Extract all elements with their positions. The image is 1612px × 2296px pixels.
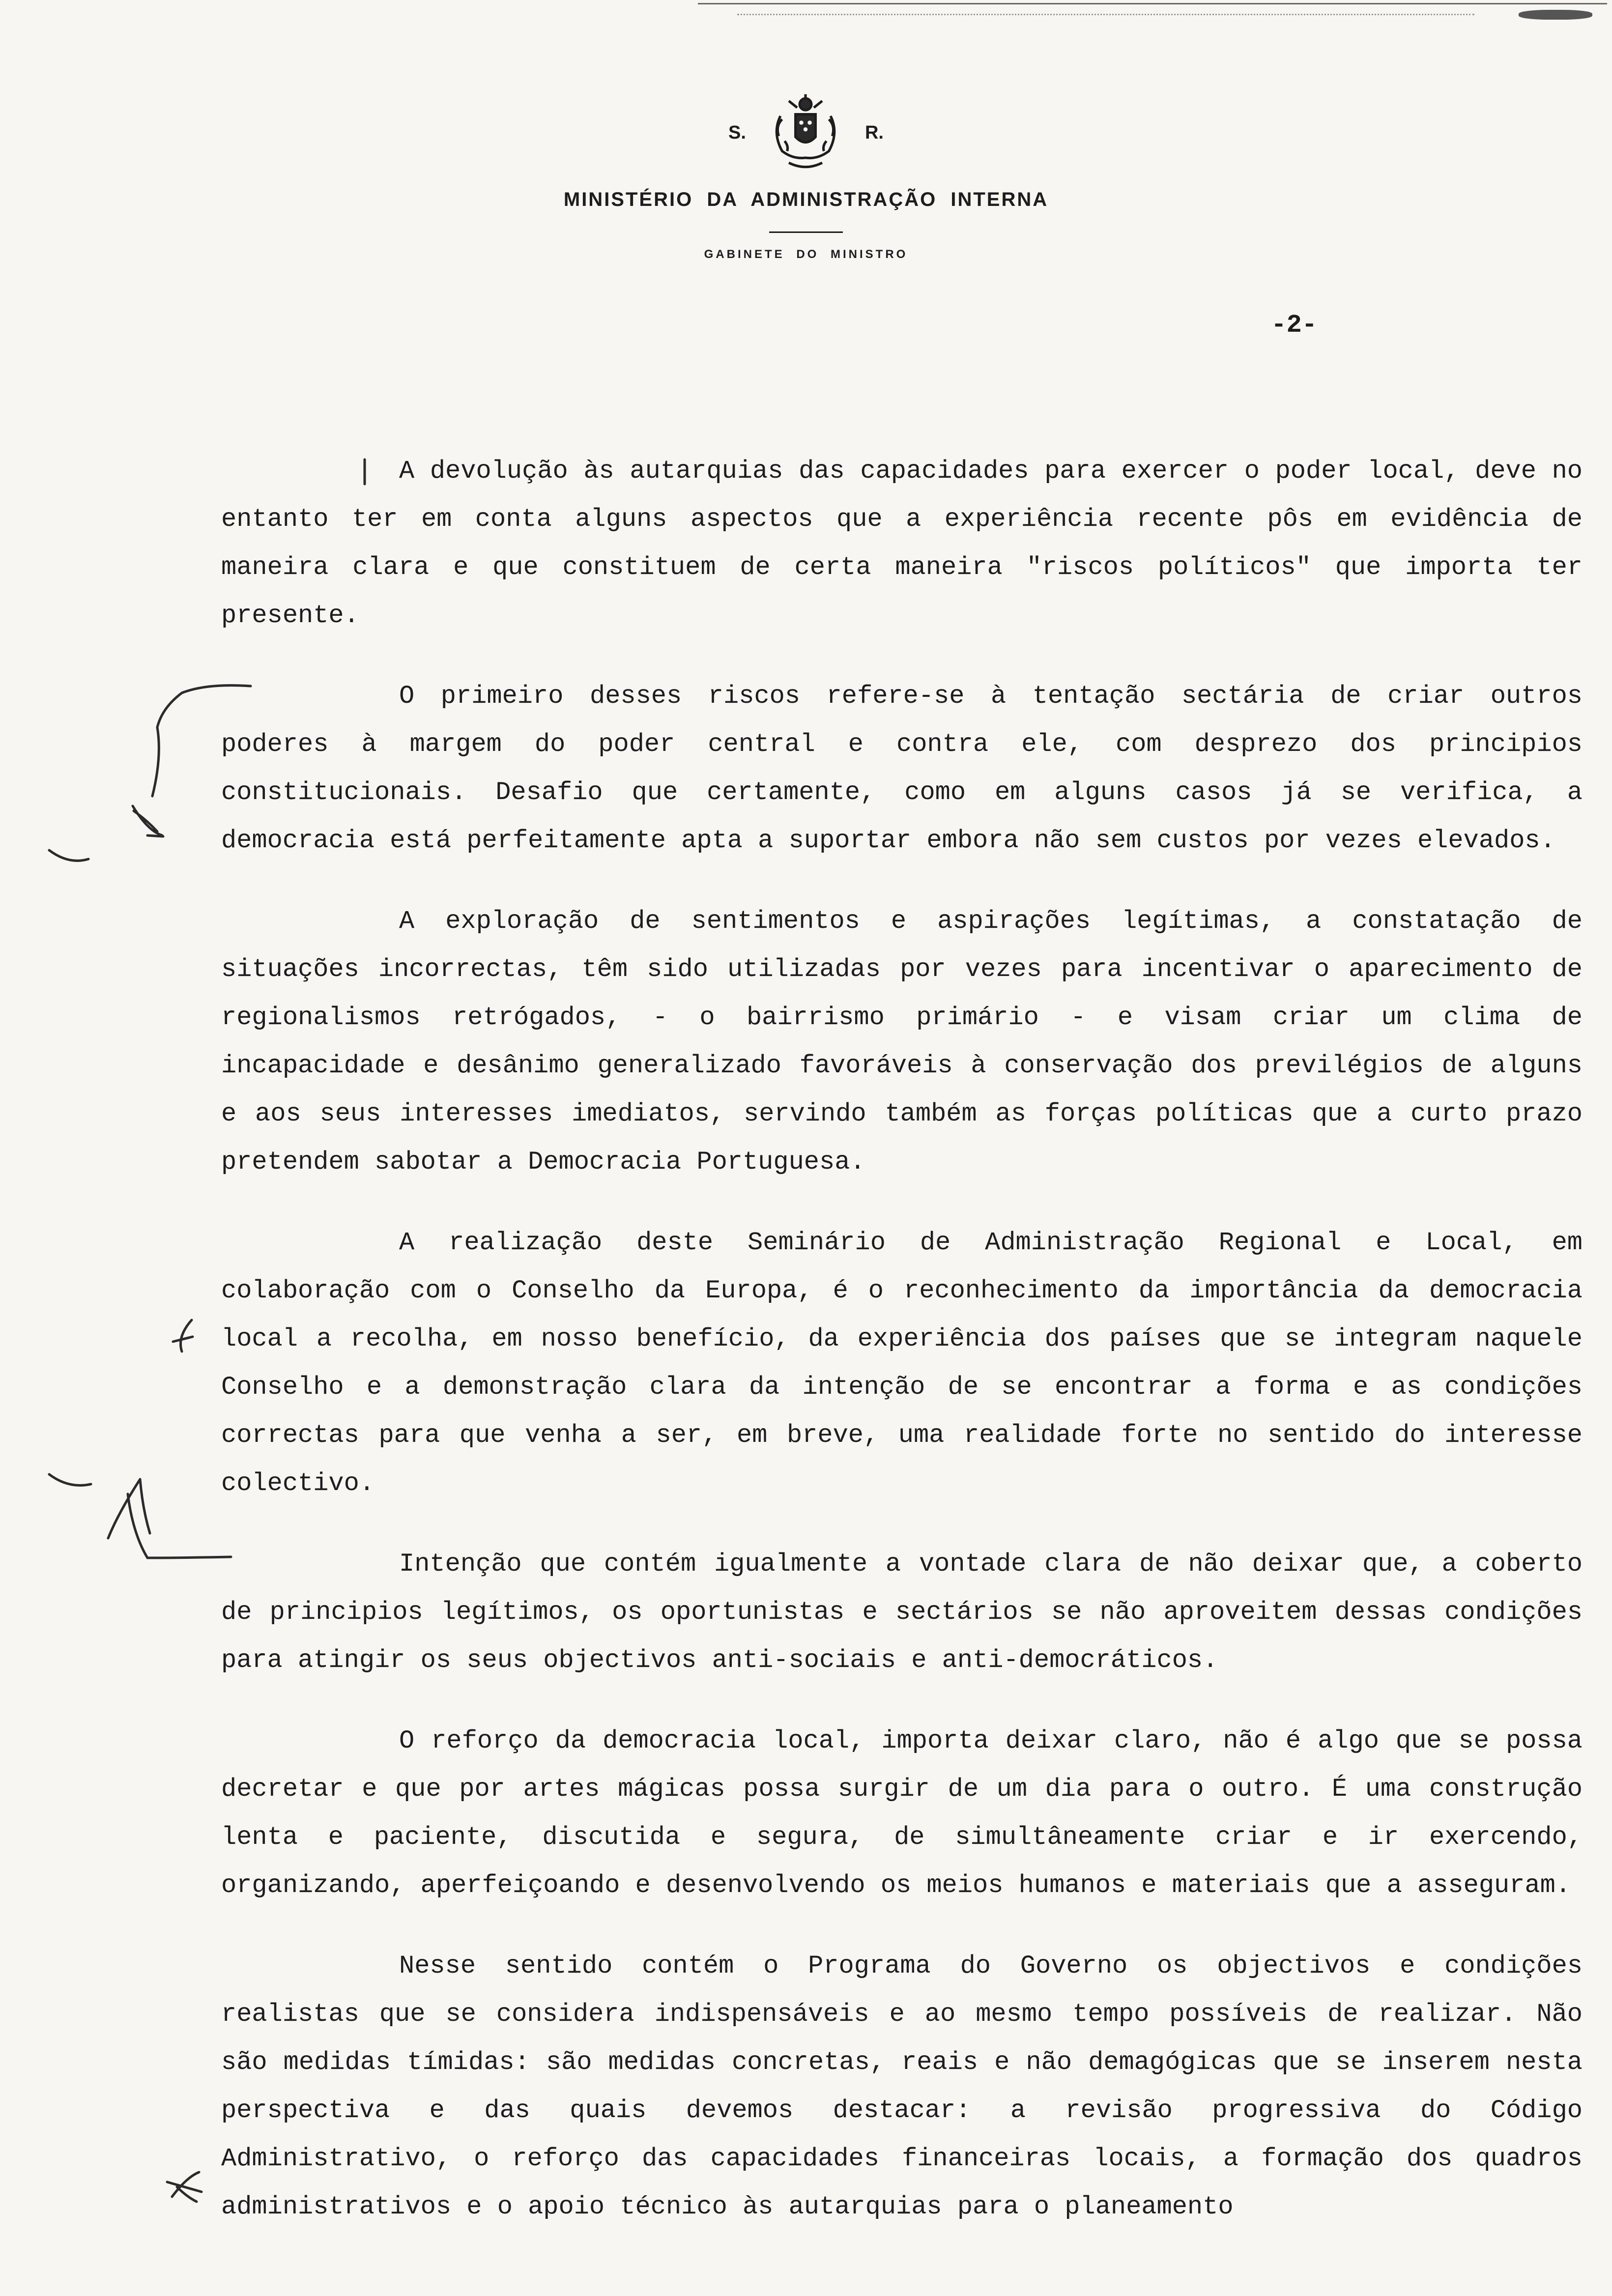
margin-tick-mark — [173, 1320, 193, 1351]
paragraph: A exploração de sentimentos e aspirações legítimas, a constatação de situações incorrectas, têm sido utilizadas por vezes para incentivar o aparecimento de regionalismos retrógados, - o bairrismo primário - e visam criar um clima de incapacidade e desânimo generalizado favoráveis à conservação dos previlégios de alguns e aos seus interesses imediatos, servindo também as forças políticas que a curto prazo pretendem sabotar a Democracia Portuguesa. — [221, 907, 1583, 1177]
margin-bracket-mark — [152, 686, 251, 796]
paragraph: Intenção que contém igualmente a vontade clara de não deixar que, a coberto de principios legítimos, os oportunistas e sectários se não aproveitem dessas condições para atingir os seus objectivos anti-sociais e anti-democráticos. — [221, 1550, 1583, 1675]
paragraph: A realização deste Seminário de Administração Regional e Local, em colaboração com o Conselho da Europa, é o reconhecimento da importância da democracia local a recolha, em nosso benefício, da experiência dos países que se integram naquele Conselho e a demonstração clara da intenção de se encontrar a forma e as condições correctas para que venha a ser, em breve, uma realidade forte no sentido do interesse colectivo. — [221, 1228, 1583, 1498]
margin-curve-mark — [49, 850, 88, 861]
page-number: -2- — [1271, 311, 1317, 340]
margin-cross-mark — [167, 2172, 202, 2202]
paragraph: A devolução às autarquias das capacidades para exercer o poder local, deve no entanto ter em conta alguns aspectos que a experiência recente pôs em evidência de maneira clara e que constituem de certa maneira "riscos políticos" que importa ter presente. — [221, 457, 1583, 630]
cabinet-subtitle: GABINETE DO MINISTRO — [704, 248, 908, 261]
margin-curve-mark-2 — [49, 1474, 91, 1486]
margin-arrow-up-mark — [108, 1479, 231, 1558]
letterhead-right-letter: R. — [864, 122, 884, 143]
paragraph: O reforço da democracia local, importa deixar claro, não é algo que se possa decretar e que por artes mágicas possa surgir de um dia para o outro. É uma construção lenta e paciente, discutida e segura, de simultâneamente criar e ir exercendo, organizando, aperfeiçoando e desenvolvendo os meios humanos e materiais que a asseguram. — [221, 1726, 1583, 1900]
ministry-title: MINISTÉRIO DA ADMINISTRAÇÃO INTERNA — [563, 189, 1049, 210]
letterhead-left-letter: S. — [728, 122, 746, 143]
paragraph: O primeiro desses riscos refere-se à tentação sectária de criar outros poderes à margem do poder central e contra ele, com desprezo dos principios constitucionais. Desafio que certamente, como em alguns casos já se verifica, a democracia está perfeitamente apta a suportar embora não sem custos por vezes elevados. — [221, 682, 1583, 855]
margin-arrow-down-mark — [133, 806, 163, 836]
paragraph: Nesse sentido contém o Programa do Governo os objectivos e condições realistas que se considera indispensáveis e ao mesmo tempo possíveis de realizar. Não são medidas tímidas: são medidas concretas, reais e não demagógicas que se inserem nesta perspectiva e das quais devemos destacar: a revisão progressiva do Código Administrativo, o reforço das capacidades financeiras locais, a formação dos quadros administrativos e o apoio técnico às autarquias para o planeamento — [221, 1952, 1583, 2221]
